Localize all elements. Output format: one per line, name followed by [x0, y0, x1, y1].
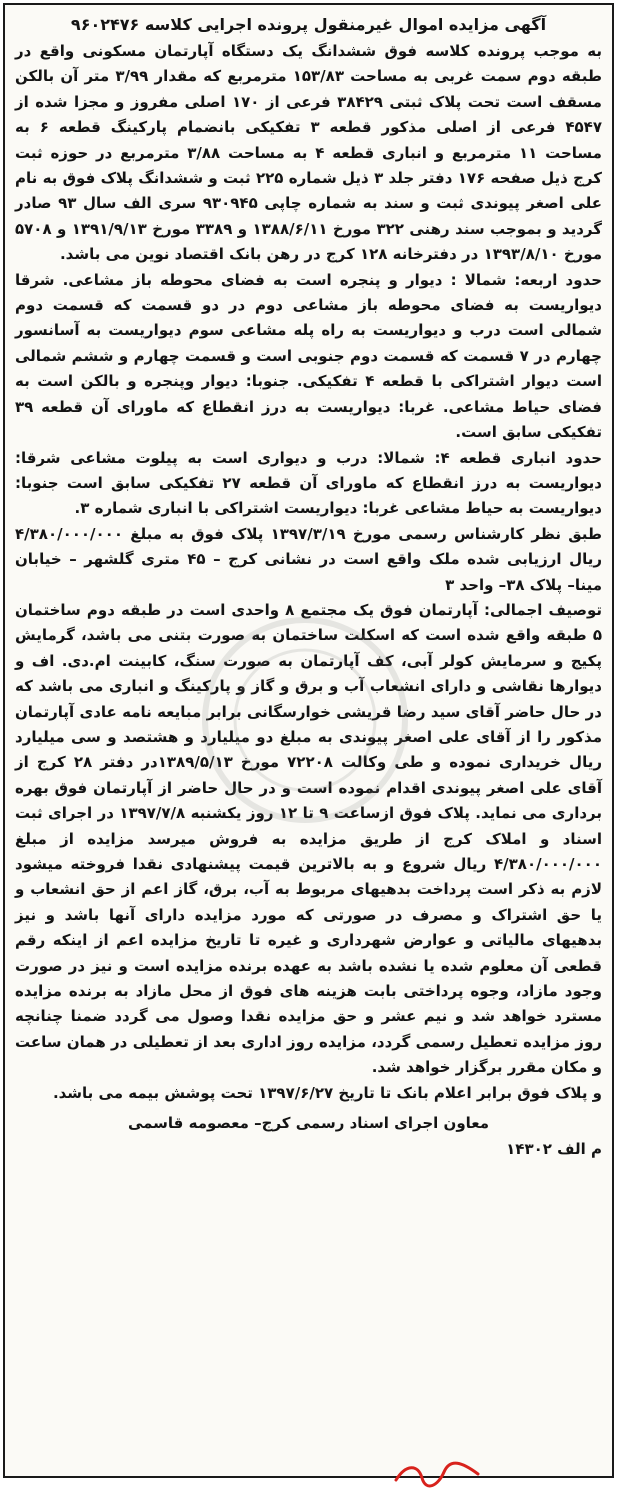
paragraph-insurance: و پلاک فوق برابر اعلام بانک تا تاریخ ۱۳۹۷/۶/۲۷ تحت پوشش بیمه می باشد.: [52, 1083, 602, 1102]
paragraph-storage-boundaries: حدود انباری قطعه ۴: شمالا: درب و دیواری است به پیلوت مشاعی شرقا: دیواریست به درز انقطاع که ماورای آن قطعه ۲۷ تفکیکی سابق است جنوبا: دیواریست به حیاط مشاعی غربا: دیواریست اشتراکی با انباری شماره ۳.: [15, 448, 603, 518]
paragraph-appraisal: طبق نظر کارشناس رسمی مورخ ۱۳۹۷/۳/۱۹ پلاک فوق به مبلغ ۴/۳۸۰/۰۰۰/۰۰۰ ریال ارزیابی شده ملک واقع است در نشانی کرج – ۴۵ متری گلشهر – خیابان مینا– پلاک ۳۸– واحد ۳: [15, 524, 602, 594]
footer-code: م الف ۱۴۳۰۲: [506, 1140, 602, 1159]
paragraph-property-description: به موجب پرونده کلاسه فوق ششدانگ یک دستگاه آپارتمان مسکونی واقع در طبقه دوم سمت غربی به مساحت ۱۵۳/۸۳ مترمربع که مقدار ۳/۹۹ متر آن بالکن مسقف است تحت پلاک ثبتی ۳۸۴۲۹ فرعی از ۱۷۰ اصلی مفروز و مجزا شده از ۴۵۴۷ فرعی از اصلی مذکور قطعه ۳ تفکیکی بانضمام پارکینگ قطعه ۶ به مساحت ۱۱ مترمربع و انباری قطعه ۴ به مساحت ۳/۸۸ مترمربع در حوزه ثبت کرج ذیل صفحه ۱۷۶ دفتر جلد ۳ ذیل شماره ۲۲۵ ثبت و ششدانگ پلاک فوق به نام علی اصغر پیوندی ثبت و سند به شماره چاپی ۹۳۰۹۴۵ سری الف سال ۹۳ صادر گردید و بموجب سند رهنی ۳۲۲ مورخ ۱۳۸۸/۶/۱۱ و ۳۳۸۹ مورخ ۱۳۹۱/۹/۱۳ و ۵۷۰۸ مورخ ۱۳۹۳/۸/۱۰ در دفترخانه ۱۲۸ کرج در رهن بانک اقتصاد نوین می باشد.: [15, 42, 602, 264]
signature-line: معاون اجرای اسناد رسمی کرج– معصومه قاسمی: [127, 1114, 490, 1133]
watermark-logo-icon: [155, 605, 455, 835]
auction-notice: [3, 3, 614, 1478]
paragraph-boundaries: حدود اربعه: شمالا : دیوار و پنجره است به فضای محوطه باز مشاعی. شرقا دیواریست به فضای محوطه باز مشاعی دوم در دو قسمت که قسمت دوم شمالی است درب و دیواریست به راه پله مشاعی سوم دیواریست به آسانسور چهارم در ۷ قسمت که قسمت دوم جنوبی است و قسمت چهارم و ششم شمالی است دیوار اشتراکی با قطعه ۴ تفکیکی. جنوبا: دیوار وپنجره و بالکن است به فضای حیاط مشاعی. غربا: دیواریست به درز انقطاع که ماورای آن قطعه ۳۹ تفکیکی سابق است.: [15, 270, 603, 442]
red-pen-mark-icon: [392, 1458, 482, 1488]
notice-body: [5, 5, 612, 1168]
paragraph-summary-and-terms: توصیف اجمالی: آپارتمان فوق یک مجتمع ۸ واحدی است در طبقه دوم ساختمان ۵ طبقه واقع شده است که اسکلت ساختمان به صورت بتنی می باشد، گرمایش پکیج و سرمایش کولر آبی، کف آپارتمان به صورت سنگ، کابینت ام.دی. اف و دیوارها نقاشی و دارای انشعاب آب و برق و گاز و پارکینگ و انباری می باشد که در حال حاضر آقای سید رضا قریشی خوارسگانی برابر مبایعه نامه عادی آپارتمان مذکور را از آقای علی اصغر پیوندی به مبلغ دو میلیارد و هشتصد و سی میلیارد ریال خریداری نموده و طی وکالت ۷۲۲۰۸ مورخ ۱۳۸۹/۵/۱۳در دفتر ۲۸ کرج از آقای علی اصغر پیوندی اقدام نموده است و در حال حاضر از آپارتمان فوق بهره برداری می نماید. پلاک فوق ازساعت ۹ تا ۱۲ روز یکشنبه ۱۳۹۷/۷/۸ در اجرای ثبت اسناد و املاک کرج از طریق مزایده به فروش میرسد مزایده از مبلغ ۴/۳۸۰/۰۰۰/۰۰۰ ریال شروع و به بالاترین قیمت پیشنهادی نقدا فروخته میشود لازم به ذکر است پرداخت بدهیهای مربوط به آب، برق، گاز اعم از حق انشعاب و یا حق اشتراک و مصرف در صورتی که مورد مزایده دارای آنها باشد و نیز بدهیهای مالیاتی و عوارض شهرداری و غیره تا تاریخ مزایده اعم از اینکه رقم قطعی آن معلوم شده یا نشده باشد به عهده برنده مزایده است و نیز در صورت وجود مازاد، وجوه پرداختی بابت هزینه های فوق از محل مازاد به برنده مزایده مسترد خواهد شد و نیم عشر و حق مزایده نقدا وصول می گردد ضمنا چنانچه روز مزایده تعطیل رسمی گردد، مزایده روز اداری بعد از تعطیلی در همان ساعت و مکان مقرر برگزار خواهد شد.: [15, 600, 602, 1077]
notice-title: آگهی مزایده اموال غیرمنقول پرونده اجرایی کلاسه ۹۶۰۲۴۷۶: [70, 15, 547, 34]
